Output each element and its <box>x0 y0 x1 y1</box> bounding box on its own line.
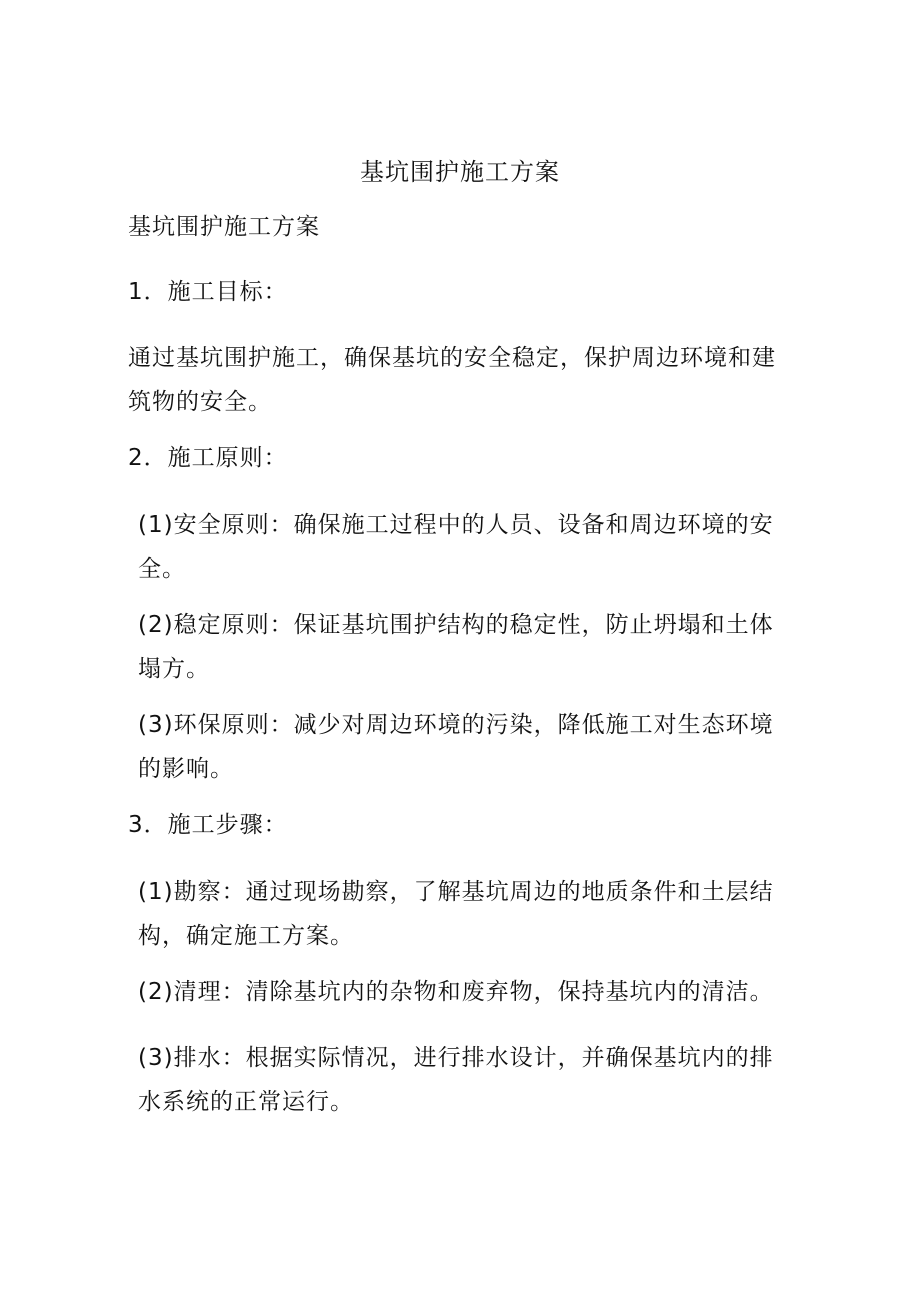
section-heading-goal: 1．施工目标： <box>128 279 288 305</box>
document-title: 基坑围护施工方案 <box>360 158 560 186</box>
step-item-cleanup: (2)清理：清除基坑内的杂物和废弃物，保持基坑内的清洁。 <box>138 979 774 1005</box>
document-subtitle: 基坑围护施工方案 <box>128 214 320 240</box>
goal-paragraph: 通过基坑围护施工，确保基坑的安全稳定，保护周边环境和建筑物的安全。 <box>128 345 776 415</box>
section-heading-principles: 2．施工原则： <box>128 445 288 471</box>
step-item-drainage: (3)排水：根据实际情况，进行排水设计，并确保基坑内的排水系统的正常运行。 <box>138 1045 774 1115</box>
section-heading-steps: 3．施工步骤： <box>128 812 288 838</box>
principle-item-safety: (1)安全原则：确保施工过程中的人员、设备和周边环境的安全。 <box>138 512 774 582</box>
step-item-survey: (1)勘察：通过现场勘察，了解基坑周边的地质条件和土层结构，确定施工方案。 <box>138 879 774 949</box>
principle-item-environment: (3)环保原则：减少对周边环境的污染，降低施工对生态环境的影响。 <box>138 712 774 782</box>
principle-item-stability: (2)稳定原则：保证基坑围护结构的稳定性，防止坍塌和土体塌方。 <box>138 612 774 682</box>
